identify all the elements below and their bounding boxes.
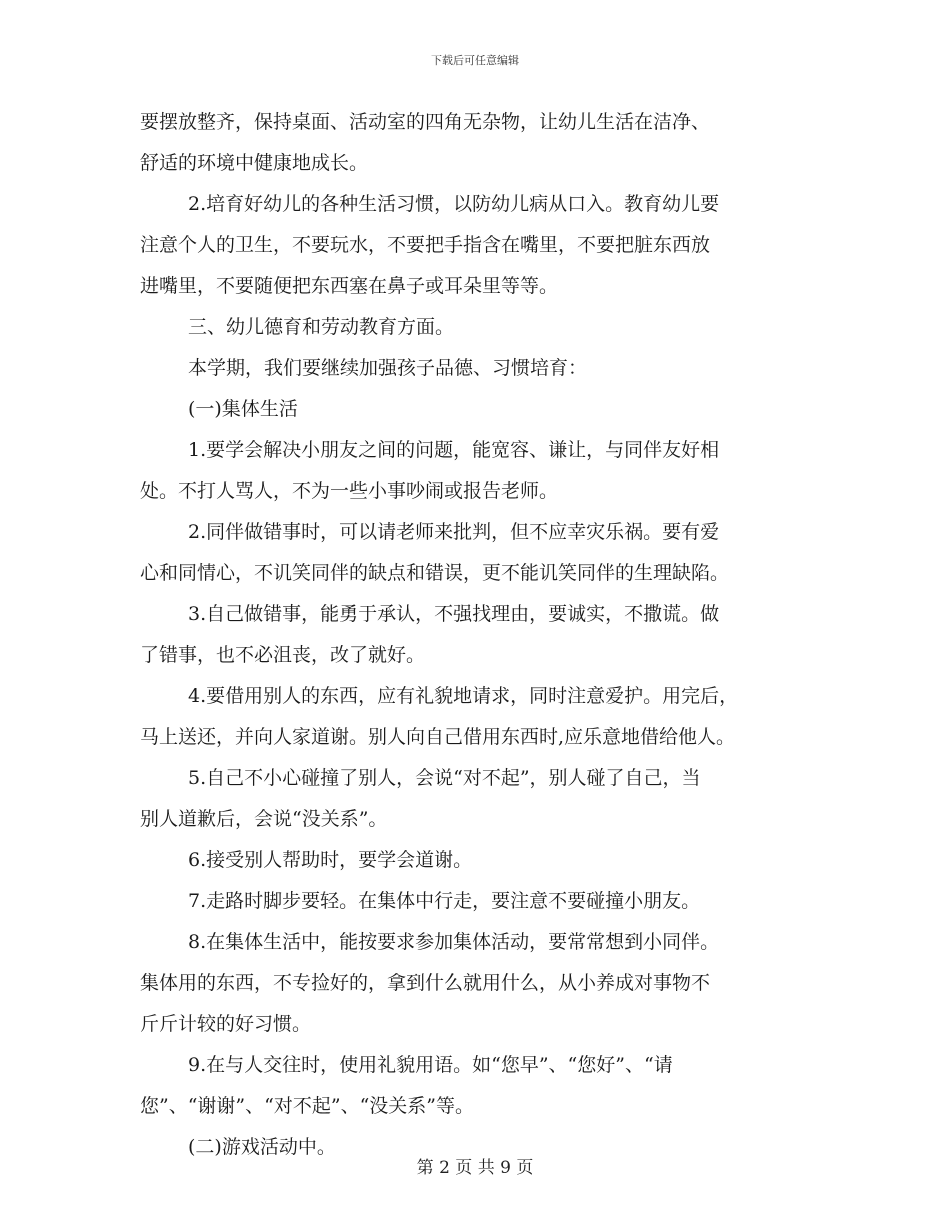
text-line: (二)游戏活动中。 (188, 1136, 336, 1158)
text-line: 舒适的环境中健康地成长。 (140, 152, 369, 174)
text-line: 5.自己不小心碰撞了别人，会说“对不起”，别人碰了自己，当 (188, 767, 701, 789)
text-line: 集体用的东西，不专捡好的，拿到什么就用什么，从小养成对事物不 (140, 972, 711, 994)
text-line: 心和同情心，不讥笑同伴的缺点和错误，更不能讥笑同伴的生理缺陷。 (140, 562, 730, 584)
text-line: 了错事，也不必沮丧，改了就好。 (140, 644, 426, 666)
text-line: 6.接受别人帮助时，要学会道谢。 (188, 849, 473, 871)
text-line: 2.同伴做错事时，可以请老师来批判，但不应幸灾乐祸。要有爱 (188, 521, 720, 543)
text-line: 三、幼儿德育和劳动教育方面。 (188, 316, 455, 338)
text-line: 9.在与人交往时，使用礼貌用语。如“您早”、“您好”、“请 (188, 1054, 673, 1076)
text-line: 马上送还，并向人家道谢。别人向自己借用东西时,应乐意地借给他人。 (140, 726, 736, 748)
text-line: 进嘴里，不要随便把东西塞在鼻子或耳朵里等等。 (140, 275, 559, 297)
text-line: 3.自己做错事，能勇于承认，不强找理由，要诚实，不撒谎。做 (188, 603, 720, 625)
text-line: 7.走路时脚步要轻。在集体中行走，要注意不要碰撞小朋友。 (188, 890, 701, 912)
page-footer: 第 2 页 共 9 页 (416, 1158, 534, 1178)
text-line: 斤斤计较的好习惯。 (140, 1013, 312, 1035)
text-line: 要摆放整齐，保持桌面、活动室的四角无杂物，让幼儿生活在洁净、 (140, 111, 711, 133)
text-line: 本学期，我们要继续加强孩子品德、习惯培育： (188, 357, 588, 379)
text-line: 8.在集体生活中，能按要求参加集体活动，要常常想到小同伴。 (188, 931, 720, 953)
text-line: 1.要学会解决小朋友之间的问题，能宽容、谦让，与同伴友好相 (188, 439, 720, 461)
text-line: 4.要借用别人的东西，应有礼貌地请求，同时注意爱护。用完后， (188, 685, 739, 707)
text-line: 别人道歉后，会说“没关系”。 (140, 808, 388, 830)
document-body (140, 102, 820, 1168)
text-line: 您”、“谢谢”、“对不起”、“没关系”等。 (140, 1095, 474, 1117)
text-line: 处。不打人骂人，不为一些小事吵闹或报告老师。 (140, 480, 559, 502)
page-header: 下载后可任意编辑 (431, 54, 519, 67)
text-line: 注意个人的卫生，不要玩水，不要把手指含在嘴里，不要把脏东西放 (140, 234, 711, 256)
text-line: (一)集体生活 (188, 398, 298, 420)
text-line: 2.培育好幼儿的各种生活习惯，以防幼儿病从口入。教育幼儿要 (188, 193, 720, 215)
